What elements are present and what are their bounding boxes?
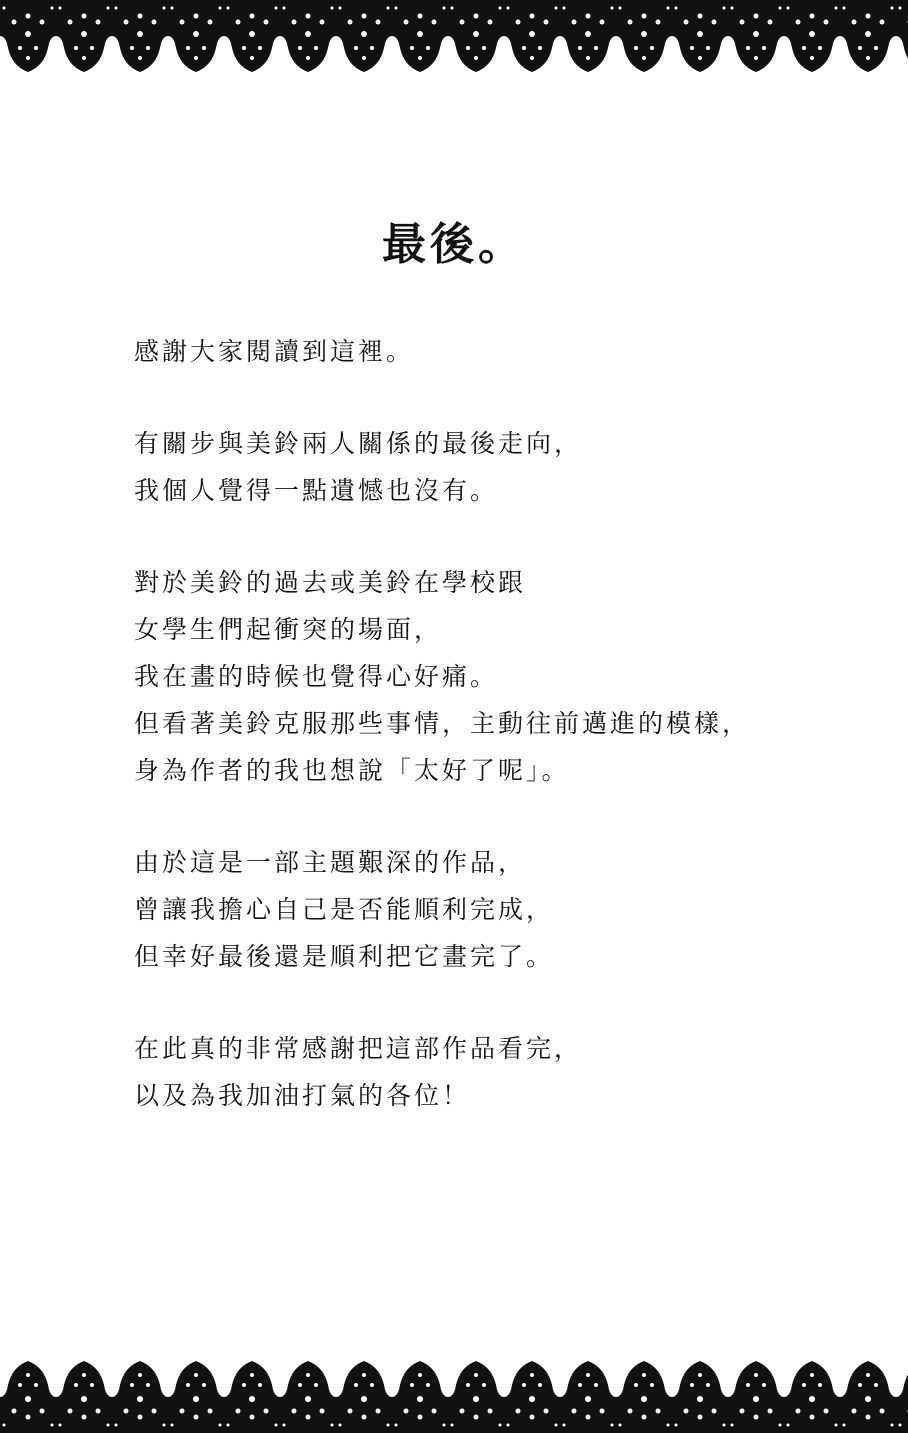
text-line: 曾讓我擔心自己是否能順利完成， bbox=[134, 895, 555, 924]
top-lace-border bbox=[0, 0, 908, 80]
page-title: 最後。 bbox=[382, 219, 526, 270]
text-line: 我個人覺得一點遺憾也沒有。 bbox=[134, 476, 499, 505]
afterword-body bbox=[134, 328, 834, 1164]
text-line: 但看著美鈴克服那些事情，主動往前邁進的模樣， bbox=[134, 709, 751, 738]
paragraph bbox=[134, 1025, 834, 1119]
text-line: 對於美鈴的過去或美鈴在學校跟 bbox=[134, 568, 527, 597]
paragraph bbox=[134, 839, 834, 980]
paragraph bbox=[134, 328, 834, 375]
text-line: 有關步與美鈴兩人關係的最後走向， bbox=[134, 429, 583, 458]
text-line: 身為作者的我也想說「太好了呢」。 bbox=[134, 756, 570, 785]
paragraph bbox=[134, 420, 834, 514]
text-line: 由於這是一部主題艱深的作品， bbox=[134, 848, 527, 877]
text-line: 但幸好最後還是順利把它畫完了。 bbox=[134, 942, 555, 971]
text-line: 女學生們起衝突的場面， bbox=[134, 615, 443, 644]
text-line: 在此真的非常感謝把這部作品看完， bbox=[134, 1034, 583, 1063]
bottom-lace-border bbox=[0, 1353, 908, 1433]
text-line: 感謝大家閱讀到這裡。 bbox=[134, 337, 415, 366]
text-line: 我在畫的時候也覺得心好痛。 bbox=[134, 662, 499, 691]
text-line: 以及為我加油打氣的各位！ bbox=[134, 1081, 471, 1110]
paragraph bbox=[134, 559, 834, 794]
